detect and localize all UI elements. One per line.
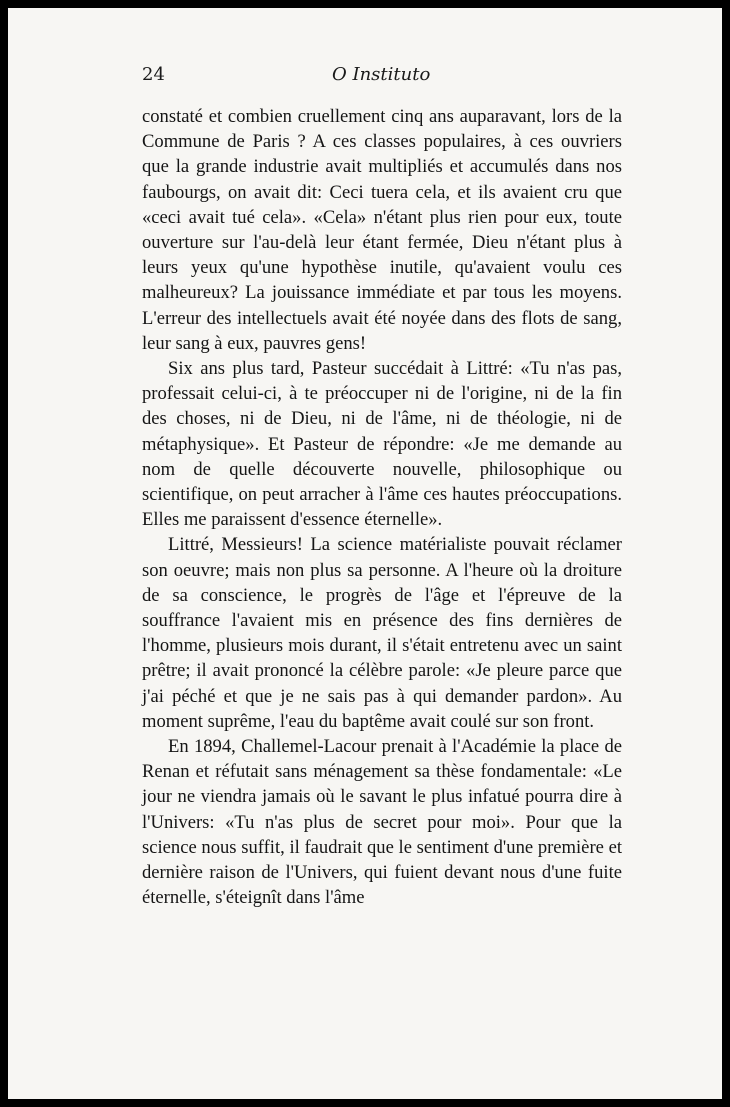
page-header [142, 64, 622, 94]
body-text [142, 104, 622, 911]
paragraph-4: En 1894, Challemel-Lacour prenait à l'Académie la place de Renan et réfutait sans ménagement sa thèse fondamentale: «Le jour ne viendra jamais où le savant le plus infatué pourra dire à l'Univers: «Tu n'as plus de secret pour moi». Pour que la science nous suffit, il faudrait que le sentiment d'une première et dernière raison de l'Univers, qui fuient devant nous d'une fuite éternelle, s'éteignît dans l'âme [142, 736, 622, 909]
paragraph-2: Six ans plus tard, Pasteur succédait à Littré: «Tu n'as pas, professait celui-ci, à te préoccuper ni de l'origine, ni de la fin des choses, ni de Dieu, ni de l'âme, ni de théologie, ni de métaphysique». Et Pasteur de répondre: «Je me demande au nom de quelle découverte nouvelle, philosophique ou scientifique, on peut arracher à l'âme ces hautes préoccupations. Elles me paraissent d'essence éternelle». [142, 358, 622, 531]
paragraph-1: constaté et combien cruellement cinq ans auparavant, lors de la Commune de Paris ? A ces classes populaires, à ces ouvriers que la grande industrie avait multipliés et accumulés dans nos faubourgs, on avait dit: Ceci tuera cela, et ils avaient cru que «ceci avait tué cela». «Cela» n'étant plus rien pour eux, toute ouverture sur l'au-delà leur étant fermée, Dieu n'étant plus à leurs yeux qu'une hypothèse inutile, qu'avaient voulu ces malheureux? La jouissance immédiate et par tous les moyens. L'erreur des intellectuels avait été noyée dans des flots de sang, leur sang à eux, pauvres gens! [142, 106, 622, 354]
page-number: 24 [142, 64, 165, 85]
running-title: O Instituto [332, 64, 431, 85]
paragraph-3: Littré, Messieurs! La science matérialiste pouvait réclamer son oeuvre; mais non plus sa personne. A l'heure où la droiture de sa conscience, le progrès de l'âge et l'épreuve de la souffrance l'avaient mis en présence des fins dernières de l'homme, plusieurs mois durant, il s'était entretenu avec un saint prêtre; il avait prononcé la célèbre parole: «Je pleure parce que j'ai péché et que je ne sais pas à qui demander pardon». Au moment suprême, l'eau du baptême avait coulé sur son front. [142, 534, 622, 732]
book-page [8, 8, 722, 1099]
